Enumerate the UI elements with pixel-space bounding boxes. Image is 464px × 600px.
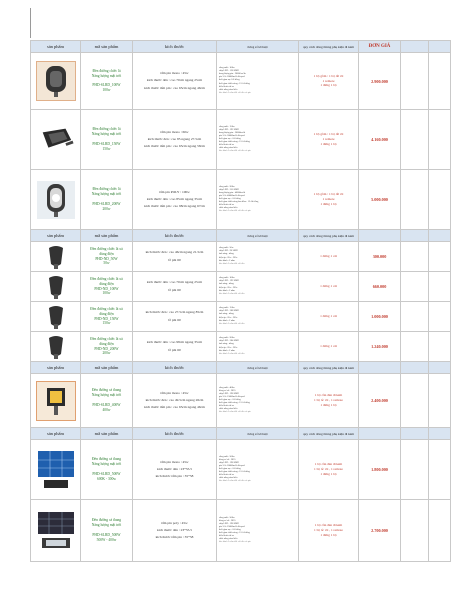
product-name: Đèn đường chiếc lá xả dùng điện PHD-ND_100W 100w <box>81 272 133 302</box>
header-packing: quy cách đóng thùng phụ kiện đi kèm <box>299 362 359 374</box>
product-name: Đèn đường chiếc lá Năng lượng mặt trời PHD-SLRD_200W 200w <box>81 170 133 230</box>
product-size: tấm pin mono : 60w kích thước đèn : cao 85 ngang 27.5cm kích thước tấm pin : cao 65cm ngang 58cm <box>133 110 217 170</box>
unit-price: 2.900.000 <box>359 53 401 110</box>
packing-info: 1 bộ cần đèn đi kèm 1 bộ ốc vít , 1 remote 1 đứng 1 bộ <box>299 374 359 428</box>
table-row <box>31 242 451 272</box>
product-name: Đèn đường chiếc lá xả dùng điện PHD-ND_200W 200w <box>81 332 133 362</box>
header-packing: quy cách đóng thùng phụ kiện đi kèm <box>299 230 359 242</box>
product-image <box>31 374 81 428</box>
header-specs: thông số kĩ thuật <box>217 362 299 374</box>
unit-price: 2.400.000 <box>359 374 401 428</box>
table-row <box>31 332 451 362</box>
header-row <box>31 41 451 53</box>
table-row <box>31 302 451 332</box>
header-code: mã sản phẩm <box>81 230 133 242</box>
product-size: kích thước đèn : cao 98cm ngang 35cm lỗ phi 60 <box>133 332 217 362</box>
unit-price: 1.800.000 <box>359 440 401 500</box>
product-image <box>31 110 81 170</box>
product-image <box>31 332 81 362</box>
header-size: kích thước <box>133 362 217 374</box>
unit-price: 4.160.000 <box>359 110 401 170</box>
header-code: mã sản phẩm <box>81 41 133 53</box>
product-image <box>31 302 81 332</box>
header-size: kích thước <box>133 428 217 440</box>
packing-info: 1 đứng 1 cái <box>299 242 359 272</box>
product-image <box>31 170 81 230</box>
product-specs: công suất : 500w dòng cơ sở : 2835 chip LED : 198 SMD pin 3.2v 25000mAh lifepo4 thời gian sạc : 6-8 tiếng thời gian chiếu sáng : 12-14 tiếng điều khiển từ xa chức năng cảm biến bảo hành 2 năm đối với đèn và pin <box>217 500 299 562</box>
product-image <box>31 272 81 302</box>
product-name: Đèn đường chiếc lá Năng lượng mặt trời PHD-SLRD_100W 100w <box>81 53 133 110</box>
product-name: Đèn đường chiếc lá xả dùng điện PHD-ND_50W 50w <box>81 242 133 272</box>
product-name: Đèn đường cả thang Năng lượng mặt trời PHD-SLRD_400W 400w <box>81 374 133 428</box>
product-name: Đèn đường chiếc lá Năng lượng mặt trời PHD-SLRD_150W 150w <box>81 110 133 170</box>
product-specs: công suất : 150w chip LED : 288 SMD ánh sáng : trắng điện áp : 85v - 265v bảo hành : 2 năm bảo hành 2 năm đối với đèn <box>217 302 299 332</box>
packing-info: 1 bộ gồm : 1 bộ đề vít 1 remote 1 đứng 1 bộ <box>299 53 359 110</box>
left-margin-line <box>30 8 31 38</box>
product-name: Đèn đường cả thang Năng lượng mặt trời PHD-SLRD_500W 500W - 400w <box>81 500 133 562</box>
packing-info: 1 đứng 1 cái <box>299 302 359 332</box>
product-size: kích thước đèn : cao 70cm ngang 25cm lỗ phi 60 <box>133 272 217 302</box>
header-row <box>31 362 451 374</box>
product-table <box>30 40 451 562</box>
header-image: sản phẩm <box>31 230 81 242</box>
table-row <box>31 374 451 428</box>
table-row <box>31 53 451 110</box>
product-name: Đèn đường cả thang Năng lượng mặt trời PHD-SLRD_500W 600K - 300w <box>81 440 133 500</box>
product-specs: công suất : 50w chip LED : 96 SMD ánh sáng : trắng điện áp : 85v - 265v bảo hành : 2 năm bảo hành 2 năm đối với đèn <box>217 242 299 272</box>
product-specs: công suất : 100w chip LED : 128 SMD dung lượng pin : 20000 mAh pin 3.2v 20000mAh lifepo4 thời gian sạc 6-8 tiếng thời gian chiếu sáng : 12-14 tiếng điều khiển từ xa chức năng cảm biến bảo hành 2 năm đối với đèn và pin <box>217 53 299 110</box>
packing-info: 1 đứng 1 cái <box>299 332 359 362</box>
packing-info: 1 bộ cần đèn đi kèm 1 bộ ốc vít , 1 remote 1 đứng 1 bộ <box>299 440 359 500</box>
product-size: tấm pin POLY : 100w kích thước đèn : cao 85cm ngang 35cm kích thước tấm pin : cao 98cm ngang 67cm <box>133 170 217 230</box>
unit-price: 660.000 <box>359 272 401 302</box>
header-packing: quy cách đóng thùng phụ kiện đi kèm <box>299 428 359 440</box>
product-specs: công suất : 150w chip LED : 192 SMD dung lượng pin : 30000mAh pin 3.2v 30000mAh lifepo4 thời gian sạc : 6-8 tiếng thời gian chiếu sáng : 12-14 tiếng điều khiển từ xa chức năng cảm biến bảo hành 2 năm đối với đèn và pin <box>217 110 299 170</box>
product-image <box>31 500 81 562</box>
unit-price: 5.000.000 <box>359 170 401 230</box>
packing-info: 1 bộ gồm : 1 bộ đề vít 1 remote 1 đứng 1 bộ <box>299 170 359 230</box>
header-row <box>31 230 451 242</box>
unit-price: 1.240.000 <box>359 332 401 362</box>
product-name: Đèn đường chiếc lá xả dùng điện PHD-ND_150W 150w <box>81 302 133 332</box>
header-size: kích thước <box>133 41 217 53</box>
product-specs: công suất : 400w dòng cơ sở : 2835 chip LED : 198 SMD pin 3.2v 15000mAh lifepo4 thời gian sạc : 6-8 tiếng thời gian chiếu sáng : 12-14 tiếng điều khiển từ xa chức năng cảm biến bảo hành 2 năm đối với đèn và pin <box>217 374 299 428</box>
unit-price: 300.000 <box>359 242 401 272</box>
product-specs: công suất : 200w chip LED : 384 SMD ánh sáng : trắng điện áp : 85v - 265v bảo hành : 2 năm bảo hành 2 năm đối với đèn <box>217 332 299 362</box>
header-code: mã sản phẩm <box>81 428 133 440</box>
product-size: tấm pin mono : 45w kích thước đèn : cao 49.5cm ngang 26cm kích thước tấm pin : cao 65cm ngang 46cm <box>133 374 217 428</box>
table-row <box>31 500 451 562</box>
header-specs: thông số kĩ thuật <box>217 230 299 242</box>
product-specs: công suất : 500w dòng cơ sở : 2835 chip LED : 198 SMD pin 3.2v 20000mAh lifepo4 thời gian sạc : 6-8 tiếng thời gian chiếu sáng : 12-14 tiếng điều khiển từ xa chức năng cảm biến bảo hành 2 năm đối với đèn và pin <box>217 440 299 500</box>
table-row <box>31 440 451 500</box>
table-row <box>31 110 451 170</box>
product-size: tấm pin mono : 45w kích thước đèn : 23*55.5 kích thước tấm pin : 35*58 <box>133 440 217 500</box>
product-size: kích thước đèn : cao 27.5cm ngang 85cm lỗ phi 60 <box>133 302 217 332</box>
product-specs: công suất : 200w chip LED : 256 SMD dung lượng pin : 40000mAh pin 3.2v 40000mAh lifepo4 thời gian sạc : 6-8 tiếng thời gian chiếu sáng ban đêm : 12-14 tiếng điều khiển từ xa chức năng cảm biến bảo hành 2 năm đối với đèn và pin <box>217 170 299 230</box>
header-price: ĐƠN GIÁ <box>359 41 401 53</box>
unit-price: 2.700.000 <box>359 500 401 562</box>
header-specs: thông số kĩ thuật <box>217 428 299 440</box>
table-row <box>31 170 451 230</box>
header-code: mã sản phẩm <box>81 362 133 374</box>
packing-info: 1 bộ cần đèn đi kèm 1 bộ ốc vít , 1 remote 1 đứng 1 bộ <box>299 500 359 562</box>
price-sheet <box>30 40 450 562</box>
header-packing: quy cách đóng thùng phụ kiện đi kèm <box>299 41 359 53</box>
packing-info: 1 bộ gồm : 1 bộ đề vít 1 remote 1 đứng 1 bộ <box>299 110 359 170</box>
unit-price: 1.000.000 <box>359 302 401 332</box>
product-size: kích thước đèn : cao 46cm ngang 21.5cm lỗ phi 60 <box>133 242 217 272</box>
header-image: sản phẩm <box>31 428 81 440</box>
product-specs: công suất : 100w chip LED : 192 SMD ánh sáng : trắng điện áp : 85v - 265v bảo hành : 2 năm bảo hành 2 năm đối với đèn <box>217 272 299 302</box>
product-image <box>31 440 81 500</box>
product-size: tấm pin poly : 45w kích thước đèn : 23*55.5 kích thước tấm pin : 35*58 <box>133 500 217 562</box>
header-image: sản phẩm <box>31 362 81 374</box>
table-row <box>31 272 451 302</box>
header-row <box>31 428 451 440</box>
packing-info: 1 đứng 1 cái <box>299 272 359 302</box>
product-image <box>31 53 81 110</box>
product-image <box>31 242 81 272</box>
product-size: tấm pin mono : 45w kích thước đèn : cao 70cm ngang 25cm kích thước tấm pin : cao 65cm ngang 46cm <box>133 53 217 110</box>
header-size: kích thước <box>133 230 217 242</box>
header-specs: thông số kĩ thuật <box>217 41 299 53</box>
header-image: sản phẩm <box>31 41 81 53</box>
